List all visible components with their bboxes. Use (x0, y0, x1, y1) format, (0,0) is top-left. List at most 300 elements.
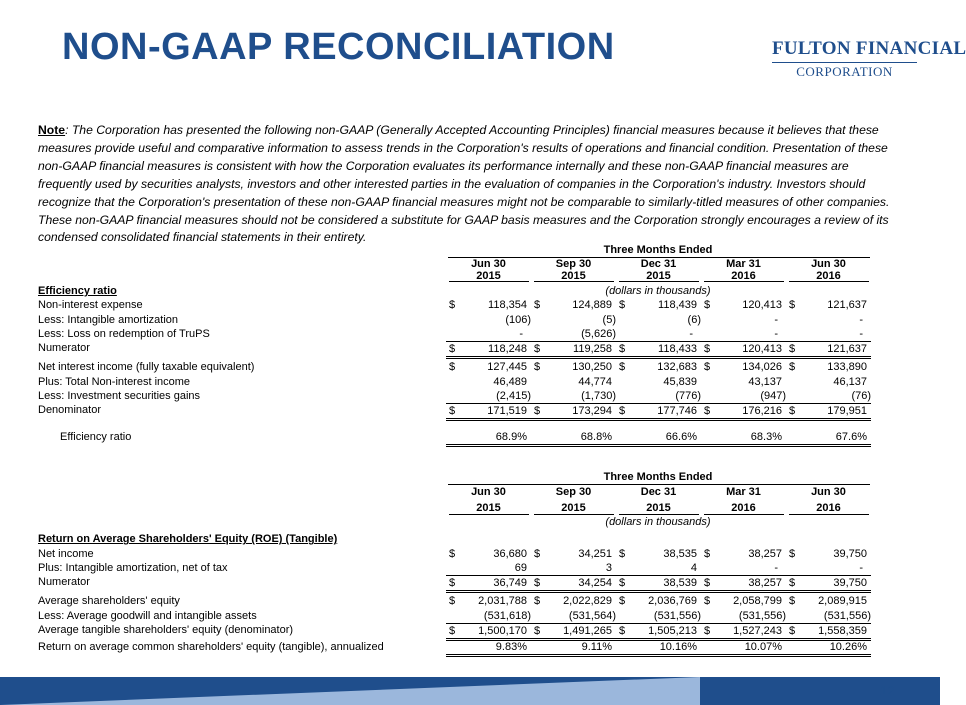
cell-value: 177,746 (657, 405, 697, 418)
cell-value: - (519, 327, 523, 340)
table-row (38, 547, 870, 561)
table-row (38, 640, 870, 654)
table-row (38, 403, 870, 417)
column-header (616, 258, 701, 282)
value-cell (531, 575, 616, 593)
column-year: 2016 (816, 270, 841, 282)
value-cell (701, 594, 786, 608)
currency-symbol: $ (619, 343, 626, 356)
cell-value: - (859, 561, 863, 574)
value-cell (786, 360, 871, 374)
currency-symbol: $ (704, 625, 711, 638)
table-row (38, 561, 870, 575)
table-row (38, 609, 870, 623)
currency-symbol: $ (449, 547, 456, 560)
footer-accent (0, 677, 700, 705)
column-year: 2015 (476, 270, 501, 282)
currency-symbol: $ (704, 361, 711, 374)
section-title: Efficiency ratio (38, 285, 117, 297)
value-cell (786, 575, 871, 593)
value-cell (616, 575, 701, 593)
value-cell (616, 547, 701, 561)
value-cell (786, 389, 871, 403)
currency-symbol: $ (789, 547, 796, 560)
cell-value: 173,294 (572, 405, 612, 418)
cell-value: (947) (760, 390, 786, 403)
column-month: Sep 30 (555, 486, 592, 498)
disclaimer-note (38, 122, 900, 247)
row-label: Less: Loss on redemption of TruPS (38, 327, 210, 340)
currency-symbol: $ (704, 547, 711, 560)
cell-value: 127,445 (487, 361, 527, 374)
row-label: Less: Intangible amortization (38, 313, 179, 326)
cell-value: (531,556) (738, 609, 786, 622)
value-cell (531, 327, 616, 341)
cell-value: 44,774 (578, 375, 612, 388)
column-month: Jun 30 (811, 258, 846, 270)
currency-symbol: $ (619, 577, 626, 590)
cell-value: 46,137 (833, 375, 867, 388)
row-label: Non-interest expense (38, 299, 143, 312)
row-label: Less: Average goodwill and intangible assets (38, 609, 257, 622)
column-header (701, 258, 786, 282)
row-values (446, 298, 870, 312)
value-cell (616, 403, 701, 421)
logo-name: FULTON FINANCIAL (772, 38, 966, 59)
row-label: Less: Investment securities gains (38, 390, 201, 403)
cell-value: 38,257 (748, 547, 782, 560)
value-cell (531, 375, 616, 389)
value-cell (786, 623, 871, 641)
currency-symbol: $ (534, 343, 541, 356)
section-label-row (38, 532, 870, 546)
value-cell (701, 327, 786, 341)
value-cell (531, 298, 616, 312)
cell-value: - (774, 313, 778, 326)
column-header (531, 258, 616, 282)
cell-value: 1,505,213 (648, 625, 697, 638)
cell-value: 43,137 (748, 375, 782, 388)
value-cell (701, 575, 786, 593)
units-note: (dollars in thousands) (605, 285, 711, 297)
row-values (446, 389, 870, 403)
section-title: Return on Average Shareholders' Equity (ROE) (Tangible) (38, 533, 338, 546)
column-header (701, 486, 786, 514)
column-header-rule (449, 281, 529, 282)
cell-value: 120,413 (742, 343, 782, 356)
row-label: Denominator (38, 404, 101, 417)
row-label: Efficiency ratio (60, 430, 132, 443)
column-header (786, 258, 871, 282)
table-row (38, 327, 870, 341)
row-values (446, 609, 870, 623)
column-year: 2015 (476, 502, 501, 514)
currency-symbol: $ (704, 577, 711, 590)
value-cell (786, 375, 871, 389)
cell-value: (2,415) (496, 390, 531, 403)
value-cell (531, 623, 616, 641)
cell-value: (531,556) (653, 609, 701, 622)
row-values (446, 360, 870, 374)
cell-value: - (774, 561, 778, 574)
currency-symbol: $ (704, 595, 711, 608)
row-label: Numerator (38, 342, 90, 355)
value-cell (786, 561, 871, 575)
cell-value: 39,750 (833, 547, 867, 560)
period-header: Three Months Ended (603, 244, 713, 256)
column-header (786, 486, 871, 514)
units-row (38, 515, 870, 529)
currency-symbol: $ (619, 547, 626, 560)
value-cell (701, 360, 786, 374)
table-row (38, 623, 870, 637)
table-row (38, 594, 870, 608)
cell-value: (531,556) (823, 609, 871, 622)
cell-value: (76) (851, 390, 871, 403)
value-cell (786, 298, 871, 312)
column-header (616, 486, 701, 514)
value-cell (701, 341, 786, 359)
currency-symbol: $ (534, 547, 541, 560)
logo-rule (772, 62, 917, 63)
table-row (38, 389, 870, 403)
value-cell (786, 403, 871, 421)
note-label: Note (38, 123, 66, 137)
table-row (38, 360, 870, 374)
cell-value: 130,250 (572, 361, 612, 374)
cell-value: 38,535 (663, 547, 697, 560)
currency-symbol: $ (449, 577, 456, 590)
cell-value: (1,730) (581, 390, 616, 403)
column-month: Mar 31 (726, 486, 761, 498)
cell-value: 2,031,788 (478, 595, 527, 608)
row-values (446, 313, 870, 327)
value-cell (701, 389, 786, 403)
cell-value: 2,036,769 (648, 595, 697, 608)
value-cell (616, 313, 701, 327)
table-header (38, 244, 870, 284)
currency-symbol: $ (619, 595, 626, 608)
table-row (38, 341, 870, 355)
value-cell (616, 623, 701, 641)
currency-symbol: $ (619, 405, 626, 418)
row-values (446, 341, 870, 355)
currency-symbol: $ (704, 405, 711, 418)
value-cell (616, 430, 701, 447)
value-cell (786, 327, 871, 341)
cell-value: 67.6% (835, 430, 867, 443)
value-cell (786, 313, 871, 327)
row-label: Average tangible shareholders' equity (denominator) (38, 624, 294, 637)
cell-value: 121,637 (827, 299, 867, 312)
currency-symbol: $ (619, 625, 626, 638)
cell-value: 2,058,799 (733, 595, 782, 608)
table-row (38, 575, 870, 589)
currency-symbol: $ (789, 361, 796, 374)
value-cell (446, 547, 531, 561)
currency-symbol: $ (534, 625, 541, 638)
value-cell (616, 375, 701, 389)
value-cell (701, 403, 786, 421)
row-label: Return on average common shareholders' equity (tangible), annualized (38, 641, 384, 654)
value-cell (531, 594, 616, 608)
value-cell (616, 327, 701, 341)
value-cell (786, 341, 871, 359)
cell-value: 46,489 (493, 375, 527, 388)
table-row (38, 430, 870, 444)
column-header-rule (789, 281, 869, 282)
currency-symbol: $ (704, 343, 711, 356)
cell-value: (5) (602, 313, 616, 326)
value-cell (616, 640, 701, 657)
column-year: 2016 (731, 270, 756, 282)
cell-value: 118,439 (658, 299, 697, 312)
cell-value: 118,248 (488, 343, 527, 356)
cell-value: 1,558,359 (818, 625, 867, 638)
currency-symbol: $ (449, 299, 456, 312)
value-cell (616, 609, 701, 623)
currency-symbol: $ (789, 405, 796, 418)
row-label: Net interest income (fully taxable equivalent) (38, 361, 255, 374)
value-cell (616, 389, 701, 403)
cell-value: (531,564) (568, 609, 616, 622)
currency-symbol: $ (534, 595, 541, 608)
value-cell (701, 609, 786, 623)
value-cell (616, 298, 701, 312)
column-month: Mar 31 (726, 258, 761, 270)
logo-subtitle: CORPORATION (796, 64, 893, 79)
cell-value: (776) (675, 390, 701, 403)
value-cell (701, 547, 786, 561)
value-cell (616, 360, 701, 374)
cell-value: - (689, 327, 693, 340)
cell-value: 68.8% (580, 430, 612, 443)
value-cell (446, 327, 531, 341)
currency-symbol: $ (789, 625, 796, 638)
column-header-rule (704, 281, 784, 282)
row-values (446, 403, 870, 417)
value-cell (786, 609, 871, 623)
value-cell (446, 403, 531, 421)
cell-value: 119,258 (573, 343, 612, 356)
cell-value: 132,683 (657, 361, 697, 374)
currency-symbol: $ (449, 595, 456, 608)
cell-value: 4 (690, 561, 697, 574)
cell-value: 1,527,243 (733, 625, 782, 638)
value-cell (446, 298, 531, 312)
value-cell (531, 389, 616, 403)
currency-symbol: $ (619, 299, 626, 312)
row-values (446, 594, 870, 608)
column-year: 2015 (561, 270, 586, 282)
cell-value: 121,637 (827, 343, 867, 356)
value-cell (701, 640, 786, 657)
value-cell (701, 313, 786, 327)
value-cell (616, 561, 701, 575)
value-cell (701, 375, 786, 389)
value-cell (446, 640, 531, 657)
row-values (446, 547, 870, 561)
value-cell (531, 561, 616, 575)
units-note: (dollars in thousands) (605, 516, 711, 528)
value-cell (616, 594, 701, 608)
value-cell (701, 623, 786, 641)
table-row (38, 298, 870, 312)
value-cell (446, 375, 531, 389)
cell-value: 38,257 (748, 577, 782, 590)
currency-symbol: $ (449, 343, 456, 356)
cell-value: 68.9% (495, 430, 527, 443)
table-header (38, 471, 870, 515)
row-label: Plus: Intangible amortization, net of tax (38, 561, 228, 574)
column-header-rule (534, 281, 614, 282)
column-year: 2015 (561, 502, 586, 514)
column-year: 2016 (816, 502, 841, 514)
value-cell (446, 360, 531, 374)
currency-symbol: $ (534, 405, 541, 418)
company-logo (772, 38, 966, 80)
currency-symbol: $ (449, 625, 456, 638)
currency-symbol: $ (449, 361, 456, 374)
currency-symbol: $ (534, 577, 541, 590)
cell-value: 133,890 (827, 361, 867, 374)
column-header (446, 486, 531, 514)
column-year: 2015 (646, 270, 671, 282)
period-header: Three Months Ended (603, 471, 713, 483)
cell-value: - (774, 327, 778, 340)
row-values (446, 430, 870, 444)
cell-value: 39,750 (833, 577, 867, 590)
cell-value: 118,354 (488, 299, 527, 312)
cell-value: (531,618) (483, 609, 531, 622)
value-cell (446, 561, 531, 575)
row-values (446, 623, 870, 637)
currency-symbol: $ (534, 361, 541, 374)
cell-value: 36,749 (493, 577, 527, 590)
cell-value: 69 (514, 561, 527, 574)
currency-symbol: $ (619, 361, 626, 374)
currency-symbol: $ (789, 343, 796, 356)
column-year: 2016 (731, 502, 756, 514)
cell-value: 120,413 (742, 299, 782, 312)
currency-symbol: $ (789, 299, 796, 312)
cell-value: 38,539 (663, 577, 697, 590)
row-values (446, 640, 870, 654)
cell-value: 45,839 (663, 375, 697, 388)
cell-value: 34,251 (578, 547, 612, 560)
column-year: 2015 (646, 502, 671, 514)
cell-value: 2,089,915 (818, 595, 867, 608)
cell-value: 34,254 (578, 577, 612, 590)
column-month: Jun 30 (471, 258, 506, 270)
value-cell (446, 594, 531, 608)
value-cell (701, 298, 786, 312)
value-cell (531, 403, 616, 421)
section-label-row (38, 284, 870, 298)
value-cell (786, 547, 871, 561)
column-header-rule (619, 281, 699, 282)
currency-symbol: $ (449, 405, 456, 418)
efficiency-ratio-table (38, 244, 870, 444)
value-cell (446, 609, 531, 623)
column-header (531, 486, 616, 514)
row-values (446, 327, 870, 341)
table-row (38, 375, 870, 389)
cell-value: 2,022,829 (563, 595, 612, 608)
period-header-rule (448, 484, 870, 485)
value-cell (531, 609, 616, 623)
column-header (446, 258, 531, 282)
value-cell (446, 575, 531, 593)
cell-value: 66.6% (665, 430, 697, 443)
row-label: Average shareholders' equity (38, 595, 180, 608)
note-text: : The Corporation has presented the following non-GAAP (Generally Accepted Accounting Principles) financial measures because it believes that these measures provide useful and comparative information to assess trends in the Corporation's results of operations and financial condition. Presentation of these non-GAAP financial measures is consistent with how the Corporation evaluates its performance internally and these non-GAAP financial measures are frequently used by securities analysts, investors and other interested parties in the evaluation of companies in the Corporation's industry. Investors should recognize that the Corporation's presentation of these non-GAAP financial measures might not be comparable to similarly-titled measures of other companies. These non-GAAP financial measures should not be considered a substitute for GAAP basis measures and the Corporation strongly encourages a review of its condensed consolidated financial statements in their entirety. (38, 123, 890, 245)
row-values (446, 575, 870, 589)
value-cell (446, 623, 531, 641)
cell-value: - (859, 313, 863, 326)
cell-value: - (859, 327, 863, 340)
value-cell (531, 341, 616, 359)
cell-value: 9.11% (581, 641, 612, 654)
cell-value: 68.3% (750, 430, 782, 443)
value-cell (701, 430, 786, 447)
value-cell (531, 313, 616, 327)
currency-symbol: $ (789, 595, 796, 608)
row-values (446, 375, 870, 389)
cell-value: 1,491,265 (563, 625, 612, 638)
column-month: Jun 30 (811, 486, 846, 498)
value-cell (616, 341, 701, 359)
page-number: 12 (880, 683, 895, 698)
table-row (38, 313, 870, 327)
cell-value: 10.16% (659, 641, 697, 654)
currency-symbol: $ (789, 577, 796, 590)
row-values (446, 561, 870, 575)
cell-value: 134,026 (742, 361, 782, 374)
cell-value: (5,626) (581, 327, 616, 340)
value-cell (446, 313, 531, 327)
value-cell (701, 561, 786, 575)
cell-value: 36,680 (493, 547, 527, 560)
column-month: Sep 30 (555, 258, 592, 270)
column-month: Dec 31 (640, 258, 677, 270)
cell-value: 171,519 (487, 405, 527, 418)
roe-tangible-table (38, 471, 870, 655)
value-cell (446, 389, 531, 403)
cell-value: 10.26% (829, 641, 867, 654)
value-cell (446, 341, 531, 359)
value-cell (446, 430, 531, 447)
row-label: Plus: Total Non-interest income (38, 375, 191, 388)
column-month: Dec 31 (640, 486, 677, 498)
page-title: NON-GAAP RECONCILIATION (62, 26, 615, 68)
row-label: Numerator (38, 576, 90, 589)
cell-value: 176,216 (742, 405, 782, 418)
value-cell (786, 594, 871, 608)
cell-value: 9.83% (495, 641, 527, 654)
value-cell (531, 640, 616, 657)
cell-value: (6) (687, 313, 701, 326)
value-cell (531, 360, 616, 374)
value-cell (786, 430, 871, 447)
cell-value: (106) (505, 313, 531, 326)
currency-symbol: $ (534, 299, 541, 312)
value-cell (786, 640, 871, 657)
value-cell (531, 430, 616, 447)
cell-value: 118,433 (658, 343, 697, 356)
value-cell (531, 547, 616, 561)
cell-value: 124,889 (572, 299, 612, 312)
